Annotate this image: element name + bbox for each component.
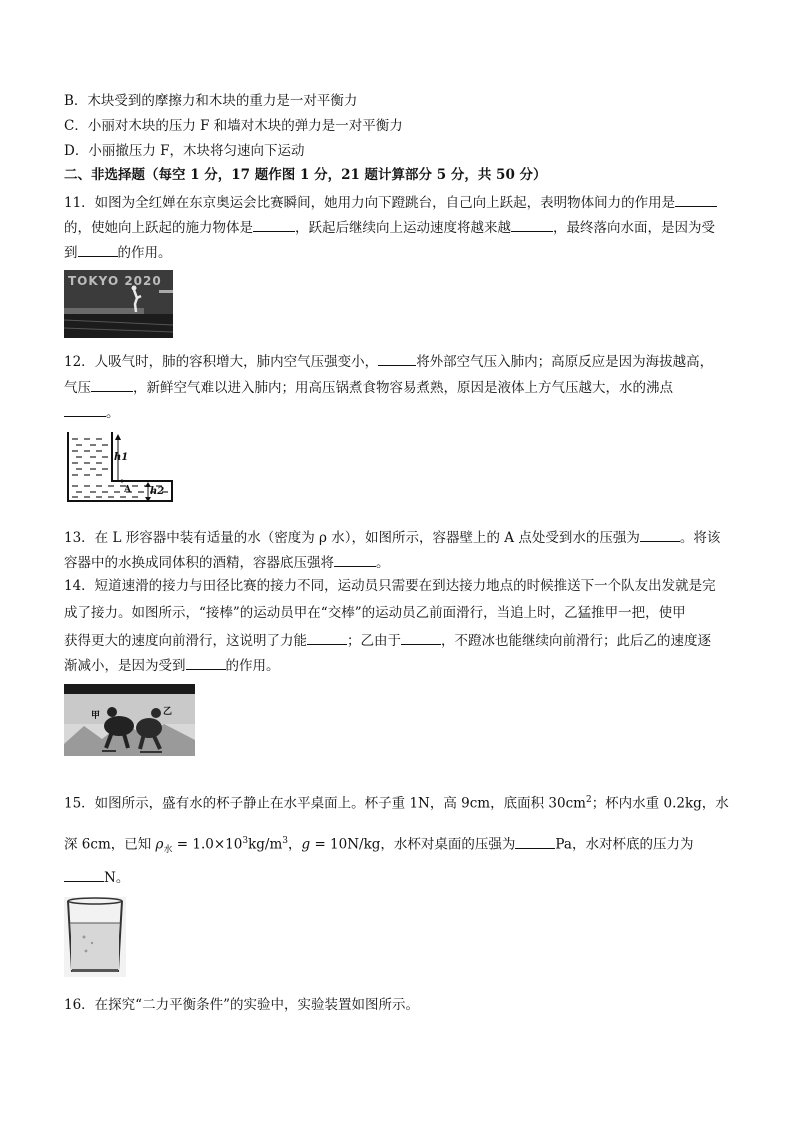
q15-text: ；杯内水重 0.2kg，水 bbox=[591, 795, 729, 812]
answer-blank[interactable] bbox=[515, 834, 555, 849]
label-jia: 甲 bbox=[91, 711, 101, 721]
answer-blank[interactable] bbox=[401, 630, 441, 645]
answer-blank[interactable] bbox=[91, 377, 133, 392]
q13-line1 bbox=[64, 527, 720, 547]
l-container-figure bbox=[64, 430, 176, 504]
q13-line2 bbox=[64, 552, 390, 572]
q15-text: 深 6cm，已知 bbox=[64, 836, 156, 853]
water-glass-diagram bbox=[64, 897, 126, 977]
label-yi: 乙 bbox=[163, 707, 173, 717]
q15-text: Pa，水对杯底的压力为 bbox=[555, 836, 694, 853]
q14-text: 获得更大的速度向前滑行，这说明了力能 bbox=[64, 633, 307, 649]
answer-blank[interactable] bbox=[64, 402, 106, 417]
q12-line1 bbox=[64, 351, 713, 371]
q15-sup: 2 bbox=[585, 795, 592, 805]
answer-blank[interactable] bbox=[640, 527, 680, 542]
answer-blank[interactable] bbox=[253, 217, 295, 232]
q15-text: = 1.0×10 bbox=[172, 836, 243, 853]
q15-text: kg/m bbox=[248, 836, 283, 853]
answer-blank[interactable] bbox=[64, 867, 104, 882]
q15-text: = 10N/kg，水杯对桌面的压强为 bbox=[310, 836, 516, 853]
q11-text: ，跃起后继续向上运动速度将越来越 bbox=[295, 220, 511, 236]
q15-line3 bbox=[64, 867, 129, 887]
answer-blank[interactable] bbox=[334, 552, 376, 567]
q12-line3 bbox=[64, 402, 120, 422]
q12-line2 bbox=[64, 377, 673, 397]
q13-text: 13．在 L 形容器中装有适量的水（密度为 ρ 水），如图所示，容器壁上的 A 点处受到水的压强为 bbox=[64, 530, 640, 546]
q14-line1: 14．短道速滑的接力与田径比赛的接力不同，运动员只需要在到达接力地点的时候推送下一个队友出发就是完 bbox=[64, 578, 716, 594]
q14-line4 bbox=[64, 655, 280, 675]
diving-photo bbox=[64, 270, 173, 338]
q11-text: 的作用。 bbox=[117, 245, 172, 261]
answer-blank[interactable] bbox=[78, 242, 118, 257]
q12-text: 12．人吸气时，肺的容积增大，肺内空气压强变小， bbox=[64, 354, 379, 370]
answer-blank[interactable] bbox=[378, 351, 416, 366]
q15-text: ， bbox=[288, 836, 302, 853]
q13-text: 容器中的水换成同体积的酒精，容器底压强将 bbox=[64, 555, 334, 571]
q15-line1 bbox=[64, 791, 729, 813]
q14-text: ；乙由于 bbox=[347, 633, 401, 649]
option-d: D．小丽撤压力 F，木块将匀速向下运动 bbox=[64, 143, 305, 159]
rho-subscript: 水 bbox=[163, 845, 173, 856]
q15-text: 15．如图所示，盛有水的杯子静止在水平桌面上。杯子重 1N，高 9cm，底面积 30cm bbox=[64, 795, 586, 812]
q11-line1 bbox=[64, 192, 717, 212]
answer-blank[interactable] bbox=[511, 217, 553, 232]
q15-text: N。 bbox=[104, 870, 130, 886]
q11-line2 bbox=[64, 217, 715, 237]
q12-text: 。 bbox=[106, 405, 120, 421]
q14-line3 bbox=[64, 630, 711, 650]
answer-blank[interactable] bbox=[675, 192, 717, 207]
label-h1: h1 bbox=[114, 452, 129, 463]
photo-caption: TOKYO 2020 bbox=[68, 274, 162, 288]
q11-text: ，最终落向水面，是因为受 bbox=[553, 220, 715, 236]
q14-text: 的作用。 bbox=[225, 658, 280, 674]
q11-line3 bbox=[64, 242, 172, 262]
q12-text: 将外部空气压入肺内；高原反应是因为海拔越高， bbox=[416, 354, 714, 370]
q15-sup: 3 bbox=[282, 836, 288, 846]
q11-text: 到 bbox=[64, 245, 78, 261]
label-h2: h2 bbox=[150, 486, 165, 497]
q11-text: 11．如图为全红婵在东京奥运会比赛瞬间，她用力向下蹬跳台，自己向上跃起，表明物体间力的作用是 bbox=[64, 195, 676, 211]
q12-text: 气压 bbox=[64, 380, 91, 396]
speed-skating-graphic bbox=[64, 684, 195, 756]
option-b: B．木块受到的摩擦力和木块的重力是一对平衡力 bbox=[64, 93, 358, 109]
q14-line2: 成了接力。如图所示，“接棒”的运动员甲在“交棒”的运动员乙前面滑行，当追上时，乙猛推甲一把，使甲 bbox=[64, 605, 686, 621]
q13-text: 。 bbox=[376, 555, 390, 571]
option-c: C．小丽对木块的压力 F 和墙对木块的弹力是一对平衡力 bbox=[64, 118, 403, 134]
answer-blank[interactable] bbox=[307, 630, 347, 645]
q16-line1: 16．在探究“二力平衡条件”的实验中，实验装置如图所示。 bbox=[64, 997, 419, 1013]
answer-blank[interactable] bbox=[186, 655, 226, 670]
rho-symbol: ρ bbox=[155, 836, 164, 853]
speed-skating-photo bbox=[64, 684, 195, 756]
q14-text: ，不蹬冰也能继续向前滑行；此后乙的速度逐 bbox=[441, 633, 711, 649]
q13-text: 。将该 bbox=[679, 530, 721, 546]
g-symbol: g bbox=[301, 836, 311, 853]
q11-text: 的，使她向上跃起的施力物体是 bbox=[64, 220, 253, 236]
section-heading: 二、非选择题（每空 1 分，17 题作图 1 分，21 题计算部分 5 分，共 50 分） bbox=[64, 167, 547, 183]
label-a-point: A bbox=[124, 485, 131, 495]
water-glass-figure bbox=[64, 897, 126, 977]
q15-sup: 3 bbox=[242, 836, 249, 846]
q12-text: ，新鲜空气难以进入肺内；用高压锅煮食物容易煮熟，原因是液体上方气压越大，水的沸点 bbox=[133, 380, 673, 396]
q15-line2 bbox=[64, 832, 693, 859]
q14-text: 渐减小，是因为受到 bbox=[64, 658, 186, 674]
